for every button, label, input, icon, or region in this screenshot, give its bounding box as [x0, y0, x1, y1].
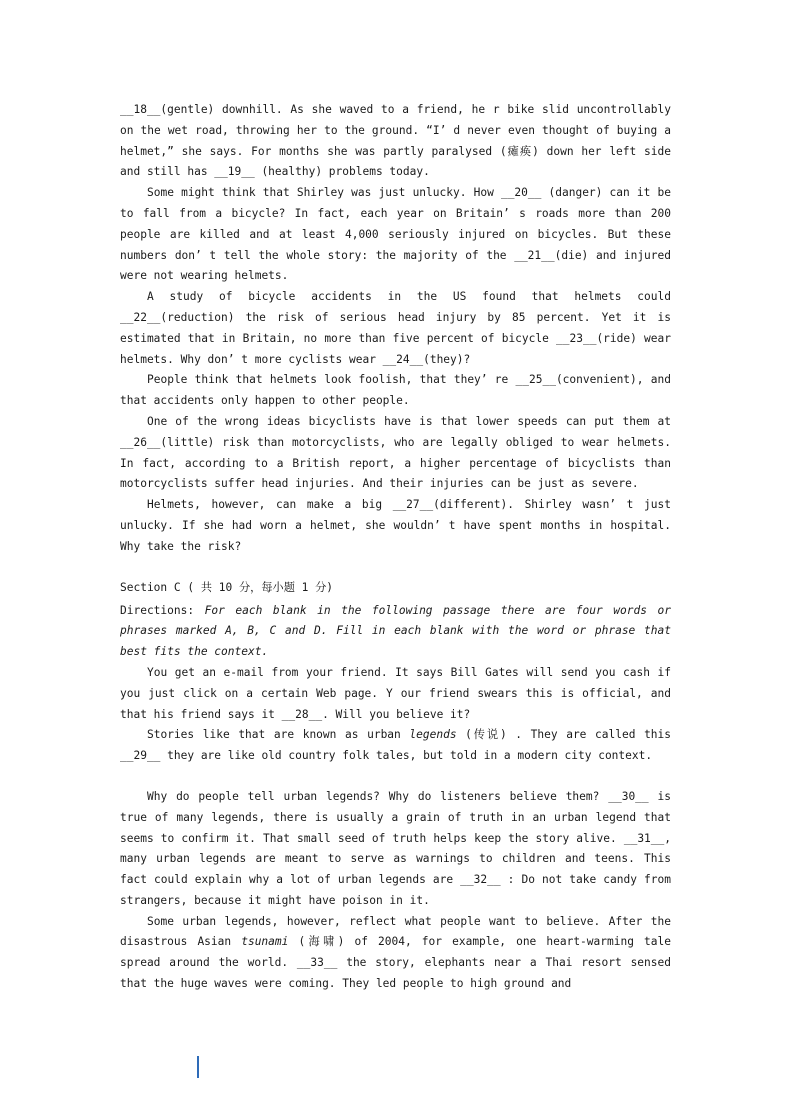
section-c-title: Section C ( 共 10 分，每小题 1 分) [120, 580, 334, 594]
blank-line [120, 767, 671, 787]
directions-text: For each blank in the following passage there are four words or phrases marked A, B, C and D. Fill in each blank with the word or phrase that best fits the context. [120, 603, 671, 659]
paragraph-b6: Helmets, however, can make a big __27__(different). Shirley wasn’ t just unlucky. If she had worn a helmet, she wouldn’ t have spent months in hospital. Why take the risk? [120, 498, 671, 553]
paragraph-b2: Some might think that Shirley was just unlucky. How __20__ (danger) can it be to fall from a bicycle? In fact, each year on Britain’ s roads more than 200 people are killed and at least 4,000 seriously injured on bicycles. But these numbers don’ t tell the whole story: the majority of the __21__(die) and injured were not wearing helmets. [120, 186, 671, 283]
paragraph-c4-end: (海啸) of 2004, for example, one heart-warming tale spread around the world. __33__ the story, elephants near a Thai resort sensed that the huge waves were coming. They led people to high ground and [120, 935, 671, 991]
paragraph-c4 [120, 912, 671, 995]
paragraph-c4-italic: tsunami [241, 935, 289, 949]
document-page [120, 100, 671, 995]
paragraph-c3: Why do people tell urban legends? Why do listeners believe them? __30__ is true of many legends, there is usually a grain of truth in an urban legend that seems to confirm it. That small seed of truth helps keep the story alive. __31__, many urban legends are meant to serve as warnings to children and teens. This fact could explain why a lot of urban legends are __32__ : Do not take candy from strangers, because it might have poison in it. [120, 789, 671, 907]
paragraph-b1: __18__(gentle) downhill. As she waved to a friend, he r bike slid uncontrollably on the wet road, throwing her to the ground. “I’ d never even thought of buying a helmet,” she says. For months she was partly paralysed (瘫痪) down her left side and still has __19__ (healthy) problems today. [120, 103, 671, 179]
text-cursor [197, 1056, 199, 1078]
paragraph-b5: One of the wrong ideas bicyclists have is that lower speeds can put them at __26__(little) risk than motorcyclists, who are legally obliged to wear helmets. In fact, according to a British report, a higher percentage of bicyclists than motorcyclists suffer head injuries. And their injuries can be just as severe. [120, 414, 671, 491]
paragraph-b4: People think that helmets look foolish, that they’ re __25__(convenient), and that accidents only happen to other people. [120, 373, 671, 408]
paragraph-c2 [120, 725, 671, 767]
directions [120, 601, 671, 663]
paragraph-c1: You get an e-mail from your friend. It says Bill Gates will send you cash if you just click on a certain Web page. Y our friend swears this is official, and that his friend says it __28__. Will you believe it? [120, 665, 671, 721]
paragraph-c2-italic: legends [409, 728, 457, 742]
paragraph-b3: A study of bicycle accidents in the US found that helmets could __22__(reduction) the risk of serious head injury by 85 percent. Yet it is estimated that in Britain, no more than five percent of bicycle __23__(ride) wear helmets. Why don’ t more cyclists wear __24__(they)? [120, 290, 671, 366]
directions-label: Directions: [120, 603, 195, 617]
paragraph-c2-end: (传说) . They are called this __29__ they are like old country folk tales, but told in a modern city context. [120, 728, 672, 763]
paragraph-c4-start: Some urban legends, however, reflect what people want to believe. After the disastrous Asian [120, 914, 671, 949]
paragraph-c2-start: Stories like that are known as urban [147, 728, 410, 742]
